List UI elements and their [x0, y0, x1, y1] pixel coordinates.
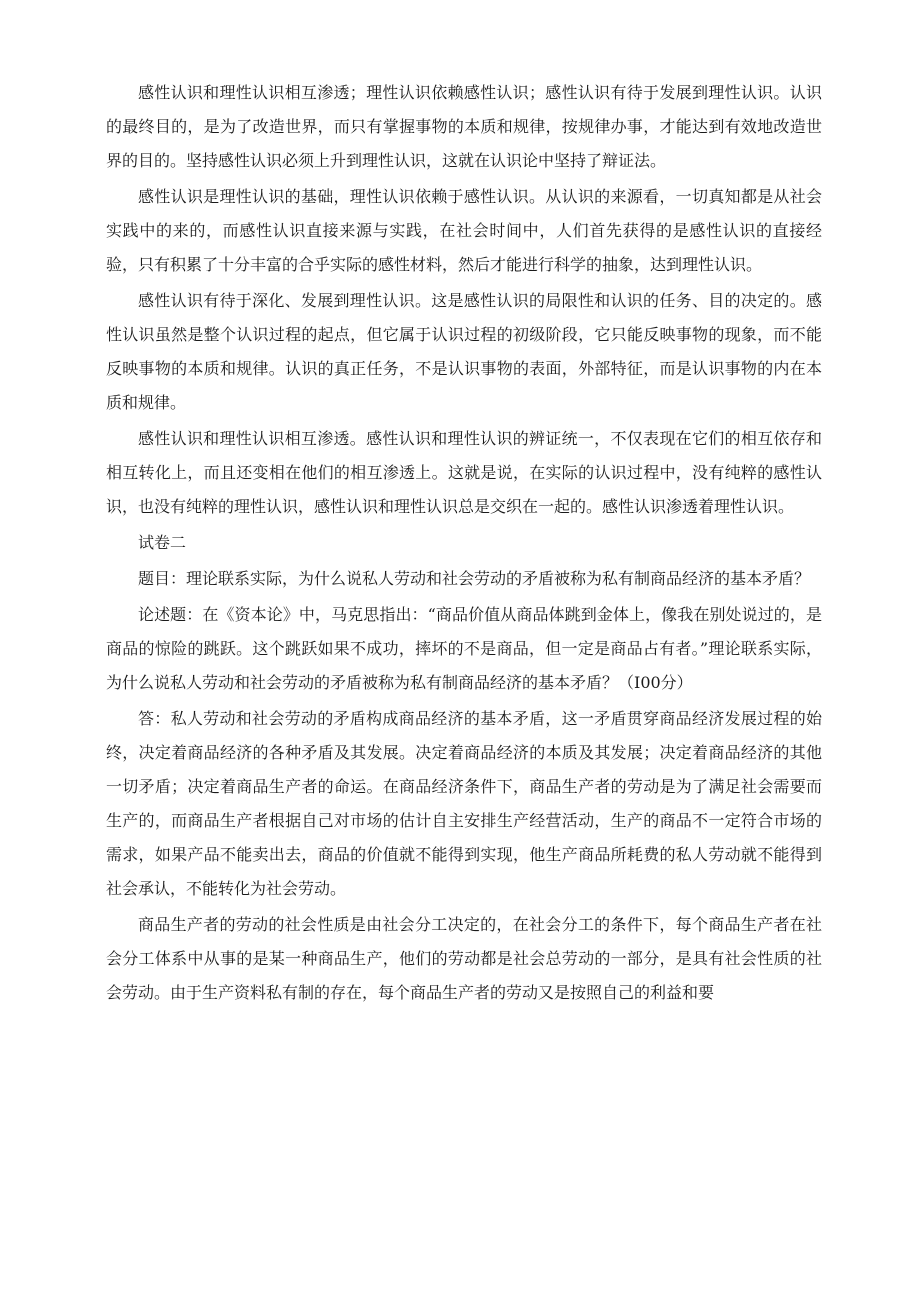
- answer-paragraph-2: 商品生产者的劳动的社会性质是由社会分工决定的，在社会分工的条件下，每个商品生产者在社会分工体系中从事的是某一种商品生产，他们的劳动都是社会总劳动的一部分，是具有社会性质的社会劳动。由于生产资料私有制的存在，每个商品生产者的劳动又是按照自己的利益和要: [106, 915, 822, 1002]
- document-page: [106, 76, 822, 1012]
- essay-prompt: 论述题：在《资本论》中，马克思指出：“商品价值从商品体跳到金体上，像我在别处说过的，是商品的惊险的跳跃。这个跳跃如果不成功，摔坏的不是商品，但一定是商品占有者。”理论联系实际，为什么说私人劳动和社会劳动的矛盾被称为私有制商品经济的基本矛盾？（I00分）: [106, 605, 822, 692]
- question-text: 题目：理论联系实际，为什么说私人劳动和社会劳动的矛盾被称为私有制商品经济的基本矛盾？: [138, 569, 811, 588]
- paragraph-3: 感性认识有待于深化、发展到理性认识。这是感性认识的局限性和认识的任务、目的决定的。感性认识虽然是整个认识过程的起点，但它属于认识过程的初级阶段，它只能反映事物的现象，而不能反映事物的本质和规律。认识的真正任务，不是认识事物的表面，外部特征，而是认识事物的内在本质和规律。: [106, 291, 822, 412]
- paragraph-2: 感性认识是理性认识的基础，理性认识依赖于感性认识。从认识的来源看，一切真知都是从社会实践中的来的，而感性认识直接来源与实践，在社会时间中，人们首先获得的是感性认识的直接经验，只有积累了十分丰富的合乎实际的感性材料，然后才能进行科学的抽象，达到理性认识。: [106, 187, 822, 274]
- section-title: 试卷二: [138, 533, 187, 552]
- paragraph-4: 感性认识和理性认识相互渗透。感性认识和理性认识的辨证统一，不仅表现在它们的相互依存和相互转化上，而且还变相在他们的相互渗透上。这就是说，在实际的认识过程中，没有纯粹的感性认识，也没有纯粹的理性认识，感性认识和理性认识总是交织在一起的。感性认识渗透着理性认识。: [106, 429, 822, 516]
- paragraph-1: 感性认识和理性认识相互渗透；理性认识依赖感性认识；感性认识有待于发展到理性认识。认识的最终目的，是为了改造世界，而只有掌握事物的本质和规律，按规律办事，才能达到有效地改造世界的目的。坚持感性认识必须上升到理性认识，这就在认识论中坚持了辩证法。: [106, 83, 822, 170]
- answer-paragraph-1: 答：私人劳动和社会劳动的矛盾构成商品经济的基本矛盾，这一矛盾贯穿商品经济发展过程的始终，决定着商品经济的各种矛盾及其发展。决定着商品经济的本质及其发展；决定着商品经济的其他一切矛盾；决定着商品生产者的命运。在商品经济条件下，商品生产者的劳动是为了满足社会需要而生产的，而商品生产者根据自己对市场的估计自主安排生产经营活动，生产的商品不一定符合市场的需求，如果产品不能卖出去，商品的价值就不能得到实现，他生产商品所耗费的私人劳动就不能得到社会承认，不能转化为社会劳动。: [106, 709, 822, 898]
